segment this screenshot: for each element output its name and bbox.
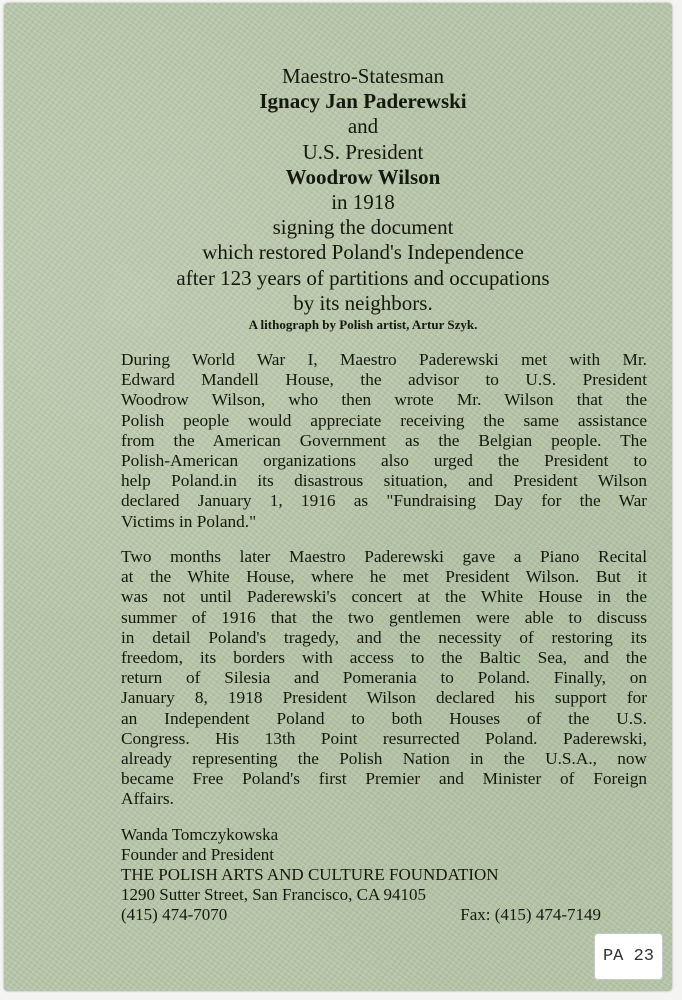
paragraph-line: Polish-American organizations also urged the President to	[121, 451, 647, 471]
paragraph-line: Affairs.	[121, 789, 174, 809]
document-sheet	[4, 3, 672, 991]
archive-label-text: PA 23	[602, 947, 654, 966]
signatory-role: Founder and President	[121, 845, 274, 864]
title-year: in 1918	[331, 190, 395, 215]
paragraph-piano-recital	[121, 547, 647, 810]
contact-row	[121, 905, 601, 925]
paragraph-line: Victims in Poland."	[121, 511, 257, 531]
phone-number: (415) 474-7070	[121, 905, 228, 924]
title-conjunction: and	[347, 114, 379, 139]
title-name-paderewski: Ignacy Jan Paderewski	[259, 89, 467, 114]
organization-name: THE POLISH ARTS AND CULTURE FOUNDATION	[121, 865, 499, 884]
paragraph-line: freedom, its borders with access to the Baltic Sea, and the	[121, 648, 647, 668]
paragraph-line: Edward Mandell House, the advisor to U.S. President	[121, 370, 647, 390]
paragraph-world-war	[121, 350, 647, 532]
signatory-name: Wanda Tomczykowska	[121, 825, 279, 844]
paragraph-line: help Poland.in its disastrous situation, and President Wilson	[121, 471, 647, 491]
paragraph-line: summer of 1916 that the two gentlemen were able to discuss	[121, 607, 647, 627]
title-block	[64, 64, 662, 333]
title-role-president: U.S. President	[302, 139, 424, 164]
title-line-signing: signing the document	[272, 215, 454, 240]
title-line-partitions: after 123 years of partitions and occupations	[176, 265, 550, 290]
archive-label	[594, 933, 663, 980]
paragraph-line: in detail Poland's tragedy, and the necessity of restoring its	[121, 627, 647, 647]
paragraph-line: Two months later Maestro Paderewski gave a Piano Recital	[121, 547, 647, 566]
paragraph-line: Congress. His 13th Point resurrected Poland. Paderewski,	[121, 728, 647, 748]
signature-block	[121, 825, 601, 925]
paragraph-line: declared January 1, 1916 as "Fundraising Day for the War	[121, 491, 647, 511]
paragraph-line: became Free Poland's first Premier and Minister of Foreign	[121, 769, 647, 789]
paragraph-line: already representing the Polish Nation in the U.S.A., now	[121, 749, 647, 769]
paragraph-line: Woodrow Wilson, who then wrote Mr. Wilson that the	[121, 390, 647, 410]
paragraph-line: at the White House, where he met President Wilson. But it	[121, 567, 647, 587]
paragraph-line: an Independent Poland to both Houses of the U.S.	[121, 708, 647, 728]
lithograph-caption: A lithograph by Polish artist, Artur Szyk.	[248, 317, 478, 333]
paragraph-line: was not until Paderewski's concert at the White House in the	[121, 587, 647, 607]
paragraph-line: from the American Government as the Belgian people. The	[121, 430, 647, 450]
title-subtitle: Maestro-Statesman	[281, 64, 445, 88]
paragraph-line: Polish people would appreciate receiving the same assistance	[121, 410, 647, 430]
paragraph-line: return of Silesia and Pomerania to Poland. Finally, on	[121, 668, 647, 688]
paragraph-line: During World War I, Maestro Paderewski met with Mr.	[121, 350, 647, 369]
paragraph-line: January 8, 1918 President Wilson declared his support for	[121, 688, 647, 708]
fax-number: Fax: (415) 474-7149	[460, 905, 601, 924]
title-line-restored: which restored Poland's Independence	[202, 240, 524, 265]
organization-address: 1290 Sutter Street, San Francisco, CA 94105	[121, 885, 427, 904]
title-line-neighbors: by its neighbors.	[293, 290, 433, 315]
title-name-wilson: Woodrow Wilson	[285, 164, 441, 189]
